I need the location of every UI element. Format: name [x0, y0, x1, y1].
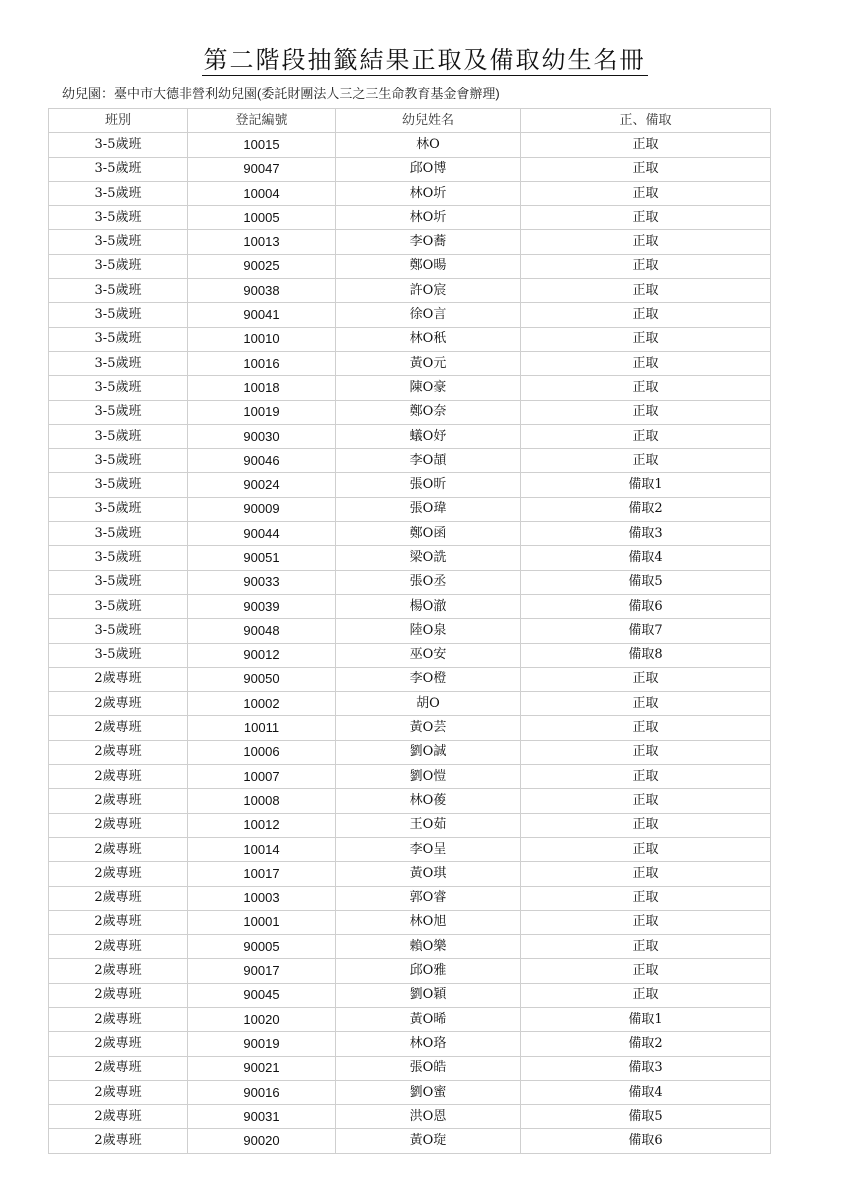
status-cell: 正取 [521, 862, 771, 886]
name-cell: 洪O恩 [336, 1105, 521, 1129]
table-row [49, 1007, 771, 1031]
status-cell: 正取 [521, 327, 771, 351]
class-cell: 2歲專班 [49, 959, 188, 983]
class-cell: 2歲專班 [49, 765, 188, 789]
table-row [49, 400, 771, 424]
class-cell: 3-5歲班 [49, 133, 188, 157]
table-row [49, 692, 771, 716]
status-cell: 備取2 [521, 497, 771, 521]
reg-cell: 90047 [188, 157, 336, 181]
class-cell: 3-5歲班 [49, 230, 188, 254]
reg-cell: 90005 [188, 935, 336, 959]
reg-cell: 90025 [188, 254, 336, 278]
table-row [49, 716, 771, 740]
class-cell: 3-5歲班 [49, 400, 188, 424]
status-cell: 備取2 [521, 1032, 771, 1056]
name-cell: 邱O博 [336, 157, 521, 181]
name-cell: 黃O琁 [336, 1129, 521, 1153]
table-row [49, 594, 771, 618]
name-cell: 陸O泉 [336, 619, 521, 643]
name-cell: 黃O元 [336, 351, 521, 375]
class-cell: 2歲專班 [49, 692, 188, 716]
name-cell: 鄭O暘 [336, 254, 521, 278]
status-cell: 正取 [521, 157, 771, 181]
table-row [49, 473, 771, 497]
class-cell: 2歲專班 [49, 789, 188, 813]
status-cell: 正取 [521, 837, 771, 861]
table-row [49, 886, 771, 910]
reg-cell: 10005 [188, 206, 336, 230]
class-cell: 3-5歲班 [49, 376, 188, 400]
table-header-row [49, 109, 771, 133]
table-row [49, 619, 771, 643]
kindergarten-info: 幼兒園：臺中市大德非營利幼兒園(委託財團法人三之三生命教育基金會辦理) [62, 87, 500, 101]
name-cell: 李O頡 [336, 449, 521, 473]
name-cell: 鄭O函 [336, 522, 521, 546]
status-cell: 正取 [521, 765, 771, 789]
table-row [49, 740, 771, 764]
status-cell: 正取 [521, 692, 771, 716]
reg-cell: 90016 [188, 1080, 336, 1104]
reg-cell: 10008 [188, 789, 336, 813]
class-cell: 2歲專班 [49, 983, 188, 1007]
reg-cell: 90046 [188, 449, 336, 473]
class-cell: 3-5歲班 [49, 594, 188, 618]
status-cell: 備取1 [521, 473, 771, 497]
reg-cell: 90019 [188, 1032, 336, 1056]
name-cell: 林O葰 [336, 789, 521, 813]
reg-cell: 10016 [188, 351, 336, 375]
table-row [49, 983, 771, 1007]
status-cell: 正取 [521, 424, 771, 448]
table-row [49, 522, 771, 546]
table-row [49, 643, 771, 667]
name-cell: 劉O誠 [336, 740, 521, 764]
status-cell: 正取 [521, 400, 771, 424]
name-cell: 黃O晞 [336, 1007, 521, 1031]
class-cell: 3-5歲班 [49, 522, 188, 546]
reg-cell: 10002 [188, 692, 336, 716]
reg-cell: 10003 [188, 886, 336, 910]
name-cell: 徐O言 [336, 303, 521, 327]
reg-cell: 90024 [188, 473, 336, 497]
table-row [49, 206, 771, 230]
class-cell: 2歲專班 [49, 667, 188, 691]
table-row [49, 181, 771, 205]
table-row [49, 910, 771, 934]
name-cell: 黃O芸 [336, 716, 521, 740]
reg-cell: 90051 [188, 546, 336, 570]
table-row [49, 279, 771, 303]
class-cell: 3-5歲班 [49, 206, 188, 230]
status-cell: 正取 [521, 716, 771, 740]
table-row [49, 546, 771, 570]
page-title: 第二階段抽籤結果正取及備取幼生名冊 [203, 46, 646, 74]
status-cell: 正取 [521, 667, 771, 691]
class-cell: 3-5歲班 [49, 327, 188, 351]
name-cell: 郭O睿 [336, 886, 521, 910]
table-row [49, 303, 771, 327]
class-cell: 2歲專班 [49, 886, 188, 910]
class-cell: 3-5歲班 [49, 570, 188, 594]
name-cell: 劉O愷 [336, 765, 521, 789]
status-cell: 正取 [521, 886, 771, 910]
status-cell: 正取 [521, 230, 771, 254]
class-cell: 2歲專班 [49, 1032, 188, 1056]
reg-cell: 10010 [188, 327, 336, 351]
reg-cell: 90031 [188, 1105, 336, 1129]
reg-cell: 90012 [188, 643, 336, 667]
status-cell: 正取 [521, 206, 771, 230]
table-row [49, 157, 771, 181]
table-row [49, 1129, 771, 1153]
table-row [49, 230, 771, 254]
reg-cell: 90048 [188, 619, 336, 643]
table-row [49, 254, 771, 278]
class-cell: 3-5歲班 [49, 473, 188, 497]
reg-cell: 90050 [188, 667, 336, 691]
reg-cell: 10018 [188, 376, 336, 400]
table-row [49, 1080, 771, 1104]
class-cell: 2歲專班 [49, 1007, 188, 1031]
name-cell: 胡O [336, 692, 521, 716]
name-cell: 鄭O奈 [336, 400, 521, 424]
name-cell: 劉O穎 [336, 983, 521, 1007]
table-row [49, 1105, 771, 1129]
status-cell: 備取3 [521, 1056, 771, 1080]
reg-cell: 90030 [188, 424, 336, 448]
class-cell: 3-5歲班 [49, 619, 188, 643]
name-cell: 張O昕 [336, 473, 521, 497]
name-cell: 劉O蜜 [336, 1080, 521, 1104]
status-cell: 備取6 [521, 1129, 771, 1153]
reg-cell: 10006 [188, 740, 336, 764]
enrollment-table [48, 108, 771, 1154]
reg-cell: 10017 [188, 862, 336, 886]
reg-cell: 10007 [188, 765, 336, 789]
status-cell: 正取 [521, 959, 771, 983]
name-cell: 林O秖 [336, 327, 521, 351]
class-cell: 3-5歲班 [49, 181, 188, 205]
class-cell: 3-5歲班 [49, 643, 188, 667]
table-row [49, 497, 771, 521]
name-cell: 李O呈 [336, 837, 521, 861]
class-cell: 3-5歲班 [49, 424, 188, 448]
reg-cell: 90044 [188, 522, 336, 546]
class-cell: 3-5歲班 [49, 546, 188, 570]
name-cell: 張O皓 [336, 1056, 521, 1080]
status-cell: 正取 [521, 789, 771, 813]
table-row [49, 327, 771, 351]
class-cell: 3-5歲班 [49, 351, 188, 375]
status-cell: 備取8 [521, 643, 771, 667]
table-row [49, 837, 771, 861]
reg-cell: 90045 [188, 983, 336, 1007]
header-class: 班別 [49, 109, 188, 133]
name-cell: 許O宸 [336, 279, 521, 303]
class-cell: 2歲專班 [49, 1056, 188, 1080]
status-cell: 正取 [521, 935, 771, 959]
reg-cell: 90021 [188, 1056, 336, 1080]
class-cell: 3-5歲班 [49, 497, 188, 521]
status-cell: 正取 [521, 279, 771, 303]
status-cell: 備取6 [521, 594, 771, 618]
header-registration-number: 登記編號 [188, 109, 336, 133]
name-cell: 陳O豪 [336, 376, 521, 400]
status-cell: 備取4 [521, 546, 771, 570]
status-cell: 備取1 [521, 1007, 771, 1031]
table-row [49, 959, 771, 983]
name-cell: 張O丞 [336, 570, 521, 594]
class-cell: 3-5歲班 [49, 303, 188, 327]
name-cell: 楊O澈 [336, 594, 521, 618]
class-cell: 3-5歲班 [49, 254, 188, 278]
status-cell: 備取5 [521, 570, 771, 594]
name-cell: 梁O詵 [336, 546, 521, 570]
table-row [49, 424, 771, 448]
class-cell: 2歲專班 [49, 740, 188, 764]
table-row [49, 789, 771, 813]
reg-cell: 90039 [188, 594, 336, 618]
name-cell: 林O旭 [336, 910, 521, 934]
status-cell: 備取3 [521, 522, 771, 546]
name-cell: 林O圻 [336, 181, 521, 205]
status-cell: 正取 [521, 254, 771, 278]
name-cell: 蟻O妤 [336, 424, 521, 448]
table-row [49, 133, 771, 157]
status-cell: 正取 [521, 351, 771, 375]
reg-cell: 90041 [188, 303, 336, 327]
reg-cell: 90033 [188, 570, 336, 594]
status-cell: 備取5 [521, 1105, 771, 1129]
table-row [49, 667, 771, 691]
status-cell: 正取 [521, 983, 771, 1007]
status-cell: 正取 [521, 910, 771, 934]
table-row [49, 1056, 771, 1080]
name-cell: 黃O琪 [336, 862, 521, 886]
class-cell: 3-5歲班 [49, 449, 188, 473]
name-cell: 巫O安 [336, 643, 521, 667]
class-cell: 3-5歲班 [49, 279, 188, 303]
status-cell: 備取7 [521, 619, 771, 643]
class-cell: 2歲專班 [49, 1105, 188, 1129]
reg-cell: 10013 [188, 230, 336, 254]
reg-cell: 10015 [188, 133, 336, 157]
header-child-name: 幼兒姓名 [336, 109, 521, 133]
class-cell: 2歲專班 [49, 837, 188, 861]
table-row [49, 765, 771, 789]
status-cell: 正取 [521, 376, 771, 400]
class-cell: 3-5歲班 [49, 157, 188, 181]
class-cell: 2歲專班 [49, 935, 188, 959]
reg-cell: 10011 [188, 716, 336, 740]
name-cell: 林O珞 [336, 1032, 521, 1056]
name-cell: 賴O樂 [336, 935, 521, 959]
class-cell: 2歲專班 [49, 910, 188, 934]
status-cell: 正取 [521, 449, 771, 473]
name-cell: 林O圻 [336, 206, 521, 230]
reg-cell: 10019 [188, 400, 336, 424]
status-cell: 正取 [521, 181, 771, 205]
table-row [49, 351, 771, 375]
name-cell: 李O橙 [336, 667, 521, 691]
table-row [49, 862, 771, 886]
reg-cell: 10004 [188, 181, 336, 205]
status-cell: 正取 [521, 133, 771, 157]
name-cell: 邱O雅 [336, 959, 521, 983]
table-row [49, 570, 771, 594]
reg-cell: 10020 [188, 1007, 336, 1031]
header-admission-status: 正、備取 [521, 109, 771, 133]
class-cell: 2歲專班 [49, 813, 188, 837]
reg-cell: 10001 [188, 910, 336, 934]
status-cell: 正取 [521, 303, 771, 327]
table-row [49, 449, 771, 473]
class-cell: 2歲專班 [49, 1129, 188, 1153]
table-body [49, 133, 771, 1153]
class-cell: 2歲專班 [49, 1080, 188, 1104]
status-cell: 正取 [521, 813, 771, 837]
name-cell: 李O蕎 [336, 230, 521, 254]
reg-cell: 90038 [188, 279, 336, 303]
table-row [49, 935, 771, 959]
name-cell: 張O瑋 [336, 497, 521, 521]
reg-cell: 90009 [188, 497, 336, 521]
name-cell: 林O [336, 133, 521, 157]
name-cell: 王O茹 [336, 813, 521, 837]
reg-cell: 10014 [188, 837, 336, 861]
reg-cell: 10012 [188, 813, 336, 837]
table-row [49, 813, 771, 837]
status-cell: 正取 [521, 740, 771, 764]
table-row [49, 1032, 771, 1056]
class-cell: 2歲專班 [49, 862, 188, 886]
table-row [49, 376, 771, 400]
reg-cell: 90020 [188, 1129, 336, 1153]
class-cell: 2歲專班 [49, 716, 188, 740]
status-cell: 備取4 [521, 1080, 771, 1104]
reg-cell: 90017 [188, 959, 336, 983]
